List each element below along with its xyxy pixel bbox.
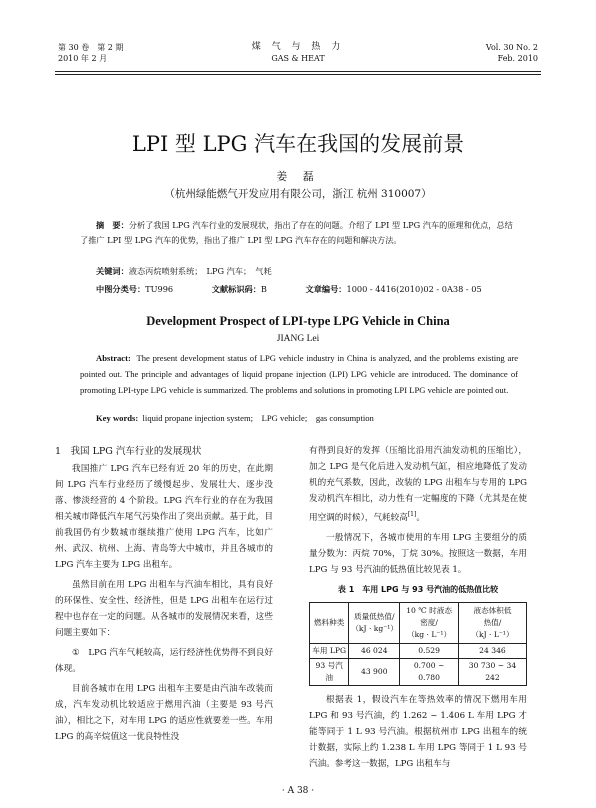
table-row	[310, 658, 527, 685]
body-paragraph: 我国推广 LPG 汽车已经有近 20 年的历史，在此期间 LPG 汽车行业经历了缓慢起步、发展壮大、逐步没落、惨淡经营的 4 个阶段。LPG 汽车行业的存在为我国相关城市降低汽车尾气污染作出了突出贡献。基于此，目前我国仍有少数城市继续推广使用 LPG 汽车，比如广州、武汉、杭州、上海、青岛等大中城市，并且各城市的 LPG 汽车主要为 LPG 出租车。	[55, 464, 273, 570]
section-heading: 1 我国 LPG 汽车行业的发展现状	[55, 446, 202, 457]
table-header-row	[310, 602, 527, 643]
header-journal: 煤 气 与 热 力 GAS & HEAT	[251, 42, 345, 63]
running-header	[0, 40, 596, 70]
table-header-cell: 液态体积低 热值/ （kJ · L⁻¹）	[458, 602, 526, 643]
table-cell: 车用 LPG	[310, 643, 349, 658]
page-number: · A 38 ·	[281, 786, 315, 796]
table-cell: 93 号汽油	[310, 658, 349, 685]
heating-value-table	[309, 602, 527, 686]
table-cell: 0.529	[400, 643, 459, 658]
article-title: LPI 型 LPG 汽车在我国的发展前景	[131, 132, 465, 156]
body-paragraph: ① LPG 汽车气耗较高，运行经济性优势得不到良好体现。	[55, 648, 273, 674]
abstract-cn-text: 分析了我国 LPG 汽车行业的发展现状，指出了存在的问题。介绍了 LPI 型 LPG 汽车的原理和优点，总结了推广 LPI 型 LPG 汽车的优势，指出了推广 LPI 型 LPG 汽车存在的问题和解决方法。	[80, 220, 513, 245]
header-volume-en: Vol. 30 No. 2 Feb. 2010	[485, 43, 538, 63]
classification-line: 中图分类号：TU996 文献标识码：B 文章编号：1000 - 4416(2010)02 - 0A38 - 05	[96, 284, 482, 294]
body-paragraph: 目前各城市在用 LPG 出租车主要是由汽油车改装而成，汽车发动机比较适应于燃用汽油（主要是 93 号汽油），相比之下，对车用 LPG 的适应性就要差一些。车用 LPG 的高辛烷值这一优良特性没	[55, 684, 273, 742]
clc-number: TU996	[145, 284, 174, 294]
body-paragraph: 虽然目前在用 LPG 出租车与汽油车相比，具有良好的环保性、安全性、经济性，但是 LPG 出租车在运行过程中也存在一定的问题。从各城市的发展情况来看，这些问题主要如下：	[55, 580, 273, 638]
header-rule-thin	[55, 74, 541, 75]
body-column-right	[309, 443, 527, 776]
affiliation: （杭州绿能燃气开发应用有限公司，浙江 杭州 310007）	[164, 188, 432, 200]
table-header-cell: 10 ℃ 时液态 密度/ （kg · L⁻¹）	[400, 602, 459, 643]
doc-code: B	[260, 284, 267, 294]
body-paragraph: 一般情况下，各城市使用的车用 LPG 主要组分的质量分数为：丙烷 70%，丁烷 30%。按照这一数据，车用 LPG 与 93 号汽油的低热值比较见表 1。	[309, 532, 527, 575]
keywords-en	[96, 412, 374, 424]
citation-ref: [1]	[407, 511, 417, 518]
body-column-left	[55, 443, 273, 749]
abstract-cn-label: 摘 要：	[96, 220, 129, 230]
body-paragraph: 根据表 1，假设汽车在等热效率的情况下燃用车用 LPG 和 93 号汽油，约 1.262 ~ 1.406 L 车用 LPG 才能等同于 1 L 93 号汽油。根据杭州市 LPG 出租车的统计数据，实际上约 1.238 L 车用 LPG 等同于 1 L 93 号汽油。参考这一数据，LPG 出租车与	[309, 694, 527, 769]
body-paragraph: 有得到良好的发挥（压缩比沿用汽油发动机的压缩比），加之 LPG 是气化后进入发动机气缸，相应地降低了发动机的充气系数，因此，改装的 LPG 出租车与专用的 LPG 发动机汽车相比，动力性有一定幅度的下降（尤其是在使用空调的时候），气耗较高[1]。	[309, 446, 527, 523]
keywords-en-label: Key words:	[96, 413, 139, 423]
english-author: JIANG Lei	[276, 334, 320, 344]
abstract-cn	[80, 218, 518, 248]
abstract-en	[80, 350, 518, 398]
keywords-cn	[96, 264, 272, 278]
table-title: 表 1 车用 LPG 与 93 号汽油的低热值比较	[337, 584, 499, 594]
table-cell: 43 900	[349, 658, 400, 685]
header-rule	[55, 71, 541, 72]
table-cell: 46 024	[349, 643, 400, 658]
table-header-cell: 质量低热值/ （kJ · kg⁻¹）	[349, 602, 400, 643]
keywords-cn-label: 关键词：	[96, 266, 129, 276]
keywords-cn-text: 液态丙烷喷射系统； LPG 汽车； 气耗	[128, 266, 272, 276]
abstract-en-text: The present development status of LPG vehicle industry in China is analyzed, and the problems existing are pointed out. The principle and advantages of liquid propane injection (LPI) LPG vehicle are introduced. The dominance of promoting LPI-type LPG vehicle is summarized. The problems and solutions in promoting LPI LPG vehicle are pointed out.	[80, 353, 519, 395]
table-row	[310, 643, 527, 658]
table-cell: 30 730 ~ 34 242	[458, 658, 526, 685]
article-number: 1000 - 4416(2010)02 - 0A38 - 05	[346, 284, 482, 294]
keywords-en-text: liquid propane injection system; LPG vehicle; gas consumption	[142, 413, 374, 423]
table-header-cell: 燃料种类	[310, 602, 349, 643]
english-title: Development Prospect of LPI-type LPG Vehicle in China	[146, 314, 450, 328]
header-volume: 第 30 卷 第 2 期 2010 年 2 月	[58, 43, 124, 63]
table-cell: 0.700 ~ 0.780	[400, 658, 459, 685]
author: 姜 磊	[276, 170, 320, 183]
table-cell: 24 346	[458, 643, 526, 658]
abstract-en-label: Abstract:	[96, 353, 131, 363]
